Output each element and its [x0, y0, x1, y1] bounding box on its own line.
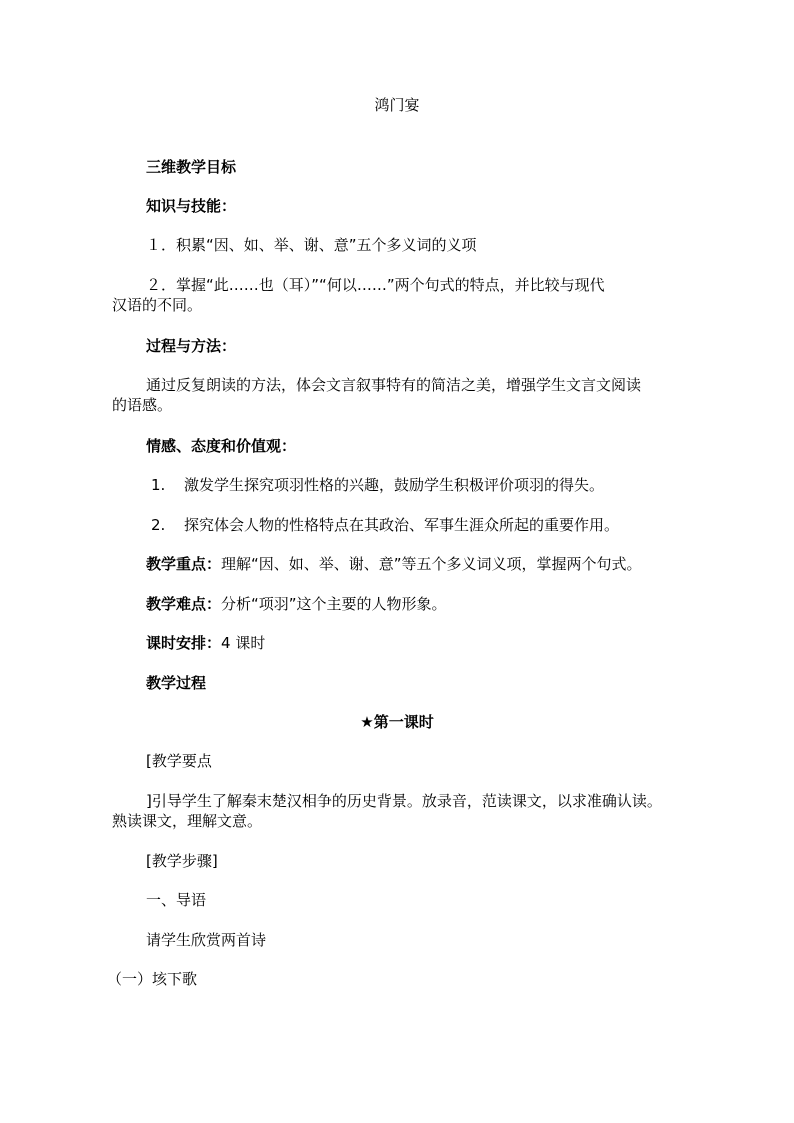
teaching-points-line-1: ]引导学生了解秦末楚汉相争的历史背景。放录音，范读课文，以求准确认读。	[146, 792, 662, 810]
key-point-text: 理解“因、如、举、谢、意”等五个多义词义项，掌握两个句式。	[221, 555, 642, 573]
lesson-1-heading: ★第一课时	[360, 713, 434, 731]
step-1-heading: 一、导语	[146, 891, 207, 909]
step-1-text: 请学生欣赏两首诗	[146, 931, 267, 949]
emotion-item-2-text: 探究体会人物的性格特点在其政治、军事生涯众所起的重要作用。	[184, 516, 620, 534]
emotion-item-2-number: 2.	[151, 516, 166, 534]
teaching-points-open: [教学要点	[146, 752, 212, 770]
process-method-line-2: 的语感。	[112, 396, 173, 414]
teaching-process-heading: 教学过程	[146, 674, 207, 692]
teaching-steps-heading: [教学步骤]	[146, 852, 218, 870]
schedule-row	[146, 634, 265, 652]
key-point-row	[146, 555, 642, 573]
knowledge-heading: 知识与技能：	[146, 197, 237, 215]
poem-1-heading: （一）垓下歌	[107, 970, 198, 988]
knowledge-item-1: １．积累“因、如、举、谢、意”五个多义词的义项	[146, 236, 477, 254]
emotion-item-1-text: 激发学生探究项羽性格的兴趣，鼓励学生积极评价项羽的得失。	[184, 476, 605, 494]
key-point-label: 教学重点：	[146, 555, 222, 573]
document-title: 鸿门宴	[374, 96, 420, 114]
emotion-heading: 情感、态度和价值观：	[146, 437, 297, 455]
schedule-label: 课时安排：	[146, 634, 222, 652]
difficulty-text: 分析“项羽”这个主要的人物形象。	[221, 595, 447, 613]
difficulty-label: 教学难点：	[146, 595, 222, 613]
schedule-text: 4 课时	[221, 634, 266, 652]
objectives-heading: 三维教学目标	[146, 158, 237, 176]
emotion-item-1-number: 1.	[151, 476, 166, 494]
knowledge-item-2-line-1: ２．掌握“此……也（耳）”“何以……”两个句式的特点，并比较与现代	[146, 276, 605, 294]
process-method-heading: 过程与方法：	[146, 337, 237, 355]
difficulty-row	[146, 595, 447, 613]
knowledge-item-2-line-2: 汉语的不同。	[112, 296, 203, 314]
process-method-line-1: 通过反复朗读的方法，体会文言叙事特有的简洁之美，增强学生文言文阅读	[146, 376, 642, 394]
teaching-points-line-2: 熟读课文，理解文意。	[112, 812, 263, 830]
